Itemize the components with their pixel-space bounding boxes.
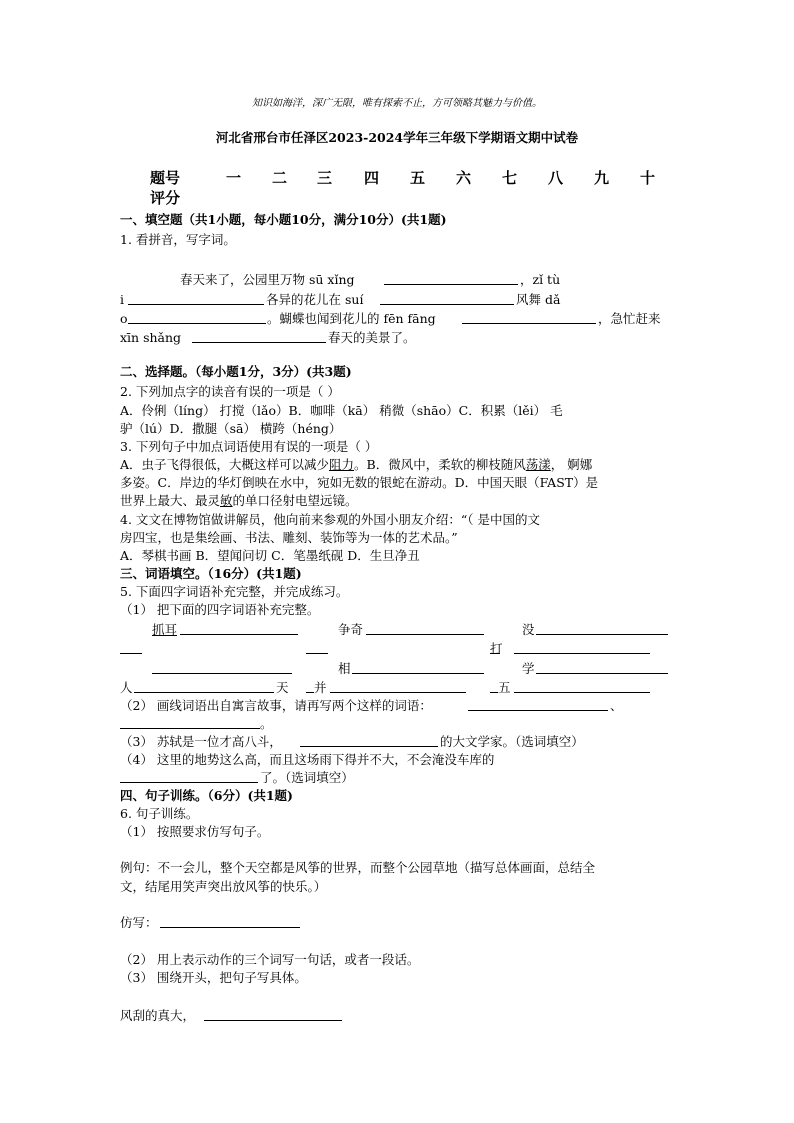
q1-blank-5[interactable] [462, 323, 596, 324]
q6-example-line2: 文，结尾用笑声突出放风筝的快乐。） [120, 879, 327, 894]
q1-text-3b: 。蝴蝶也闻到花儿的 fēn fāng [267, 311, 436, 326]
score-col-4: 四 [364, 169, 380, 187]
section3-heading: 三、词语填空。（16分）(共1题) [120, 566, 302, 581]
q1-text-4a: xīn shǎng [120, 330, 182, 345]
q5-sub4-blank[interactable] [120, 782, 258, 783]
q6-sub1: （1） 按照要求仿写句子。 [120, 824, 270, 839]
q1-blank-3[interactable] [380, 304, 514, 305]
idiom-blank-7[interactable] [514, 653, 650, 654]
score-col-6: 六 [456, 169, 472, 187]
idiom-word-6: 学 [522, 661, 535, 676]
section4-heading: 四、句子训练。（6分）(共1题) [120, 788, 293, 803]
exam-title: 河北省邢台市任泽区2023-2024学年三年级下学期语文期中试卷 [215, 130, 579, 145]
q3-options-line3: 世界上最大、最灵敏的单口径射电望远镜。 [120, 493, 358, 508]
q3-options-line1: A．虫子飞得很低，大概这样可以减少阻力。B．微风中，柔软的柳枝随风荡漾， 婀娜 [120, 457, 593, 472]
q6-example-line1: 例句：不一会儿，整个天空都是风筝的世界，而整个公园草地（描写总体画面，总结全 [120, 860, 596, 875]
idiom-word-4: 打 [490, 641, 503, 656]
idiom-blank-1[interactable] [180, 634, 298, 635]
idiom-blank-11[interactable] [134, 692, 274, 693]
score-col-9: 九 [594, 169, 610, 187]
q4-prompt-line1: 4. 文文在博物馆做讲解员，他向前来参观的外国小朋友介绍：“（ 是中国的文 [120, 512, 541, 527]
q1-text-4b: 春天的美景了。 [328, 330, 416, 345]
motto: 知识如海洋，深广无限，唯有探索不止，方可领略其魅力与价值。 [252, 98, 542, 109]
idiom-blank-6[interactable] [490, 653, 500, 654]
q3-prompt: 3. 下列句子中加点词语使用有误的一项是（ ） [120, 439, 378, 454]
idiom-blank-2[interactable] [366, 634, 484, 635]
q6-sub3: （3） 围绕开头，把句子写具体。 [120, 970, 307, 985]
q1-text-3c: ，急忙赶来 [598, 311, 661, 326]
score-col-2: 二 [272, 169, 288, 187]
q4-prompt-line2: 房四宝，也是集绘画、书法、雕刻、装饰等为一体的艺术品。” [120, 530, 458, 545]
q5-sub2-blank-1[interactable] [468, 710, 608, 711]
idiom-blank-5[interactable] [306, 653, 328, 654]
score-col-3: 三 [317, 169, 333, 187]
q5-sub2: （2） 画线词语出自寓言故事，请再写两个这样的词语： [120, 698, 432, 713]
q6-prompt: 6. 句子训练。 [120, 806, 199, 821]
q1-text-1b: ，zǐ tù [520, 272, 561, 287]
q5-sub3-blank[interactable] [300, 746, 438, 747]
idiom-word-7: 人 [120, 680, 133, 695]
idiom-word-3: 没 [522, 622, 535, 637]
score-col-5: 五 [410, 169, 426, 187]
idiom-blank-3[interactable] [536, 634, 668, 635]
q5-sub2-end: 。 [260, 716, 273, 731]
idiom-blank-8[interactable] [152, 673, 292, 674]
idiom-word-10: 五 [498, 680, 511, 695]
idiom-blank-10[interactable] [536, 673, 668, 674]
q5-sub2-separator: 、 [610, 698, 623, 713]
q6-wind-blank[interactable] [204, 1020, 342, 1021]
section1-heading: 一、填空题（共1小题，每小题10分，满分10分）(共1题) [120, 212, 447, 227]
q5-sub1: （1） 把下面的四字词语补充完整。 [120, 602, 320, 617]
q1-blank-2[interactable] [128, 304, 264, 305]
q5-sub3-text-a: （3） 苏轼是一位才高八斗， [120, 734, 282, 749]
q5-sub4-text-a: （4） 这里的地势这么高，而且这场雨下得并不大，不会淹没车库的 [120, 752, 495, 767]
q1-text-2c: 风舞 dǎ [516, 292, 561, 307]
section2-heading: 二、选择题。（每小题1分，3分）(共3题) [120, 364, 352, 379]
score-col-10: 十 [640, 169, 656, 187]
q5-sub2-blank-2[interactable] [120, 728, 260, 729]
idiom-word-1: 抓耳 [152, 622, 178, 637]
score-table-item-label: 题号 [150, 169, 181, 187]
q5-sub4-text-b: 了。（选词填空） [260, 770, 354, 785]
score-col-1: 一 [226, 169, 242, 187]
q1-blank-4[interactable] [128, 323, 266, 324]
idiom-word-8: 天 [276, 680, 289, 695]
idiom-blank-9[interactable] [352, 673, 484, 674]
q1-text-3a: o [120, 311, 128, 326]
idiom-blank-13[interactable] [330, 692, 466, 693]
idiom-blank-15[interactable] [514, 692, 650, 693]
q2-prompt: 2. 下列加点字的读音有误的一项是（ ） [120, 384, 340, 399]
q2-options-line1: A．伶俐（líng） 打搅（lǎo）B．咖啡（kā） 稍微（shāo）C．积累（lěi） 毛 [120, 403, 563, 418]
idiom-blank-12[interactable] [306, 692, 314, 693]
q1-blank-1[interactable] [384, 284, 518, 285]
q2-options-line2: 驴（lú）D．撒腿（sā） 横跨（héng） [120, 421, 342, 436]
q5-sub3-text-b: 的大文学家。（选词填空） [440, 734, 584, 749]
q6-wind-text: 风刮的真大， [120, 1008, 196, 1023]
q3-options-line2: 多姿。C．岸边的华灯倒映在水中，宛如无数的银蛇在游动。D．中国天眼（FAST）是 [120, 475, 599, 490]
q1-text-1a: 春天来了，公园里万物 sū xǐng [180, 272, 355, 287]
idiom-word-5: 相 [338, 661, 351, 676]
q6-imitate-label: 仿写： [120, 915, 158, 930]
q6-sub2: （2） 用上表示动作的三个词写一句话，或者一段话。 [120, 952, 420, 967]
idiom-word-2: 争奇 [338, 622, 364, 637]
q1-prompt: 1. 看拼音，写字词。 [120, 232, 236, 247]
idiom-blank-14[interactable] [490, 692, 498, 693]
idiom-word-9: 并 [314, 680, 327, 695]
score-table-score-label: 评分 [150, 189, 181, 207]
q1-text-2a: i [120, 292, 124, 307]
q5-prompt: 5. 下面四字词语补充完整，并完成练习。 [120, 584, 349, 599]
score-col-7: 七 [502, 169, 518, 187]
q1-blank-6[interactable] [192, 342, 326, 343]
score-col-8: 八 [548, 169, 564, 187]
q1-text-2b: 各异的花儿在 suí [266, 292, 364, 307]
q4-options: A．琴棋书画 B．望闻问切 C．笔墨纸砚 D．生旦净丑 [120, 548, 420, 563]
q6-imitate-blank[interactable] [160, 927, 300, 928]
idiom-blank-4[interactable] [120, 653, 142, 654]
